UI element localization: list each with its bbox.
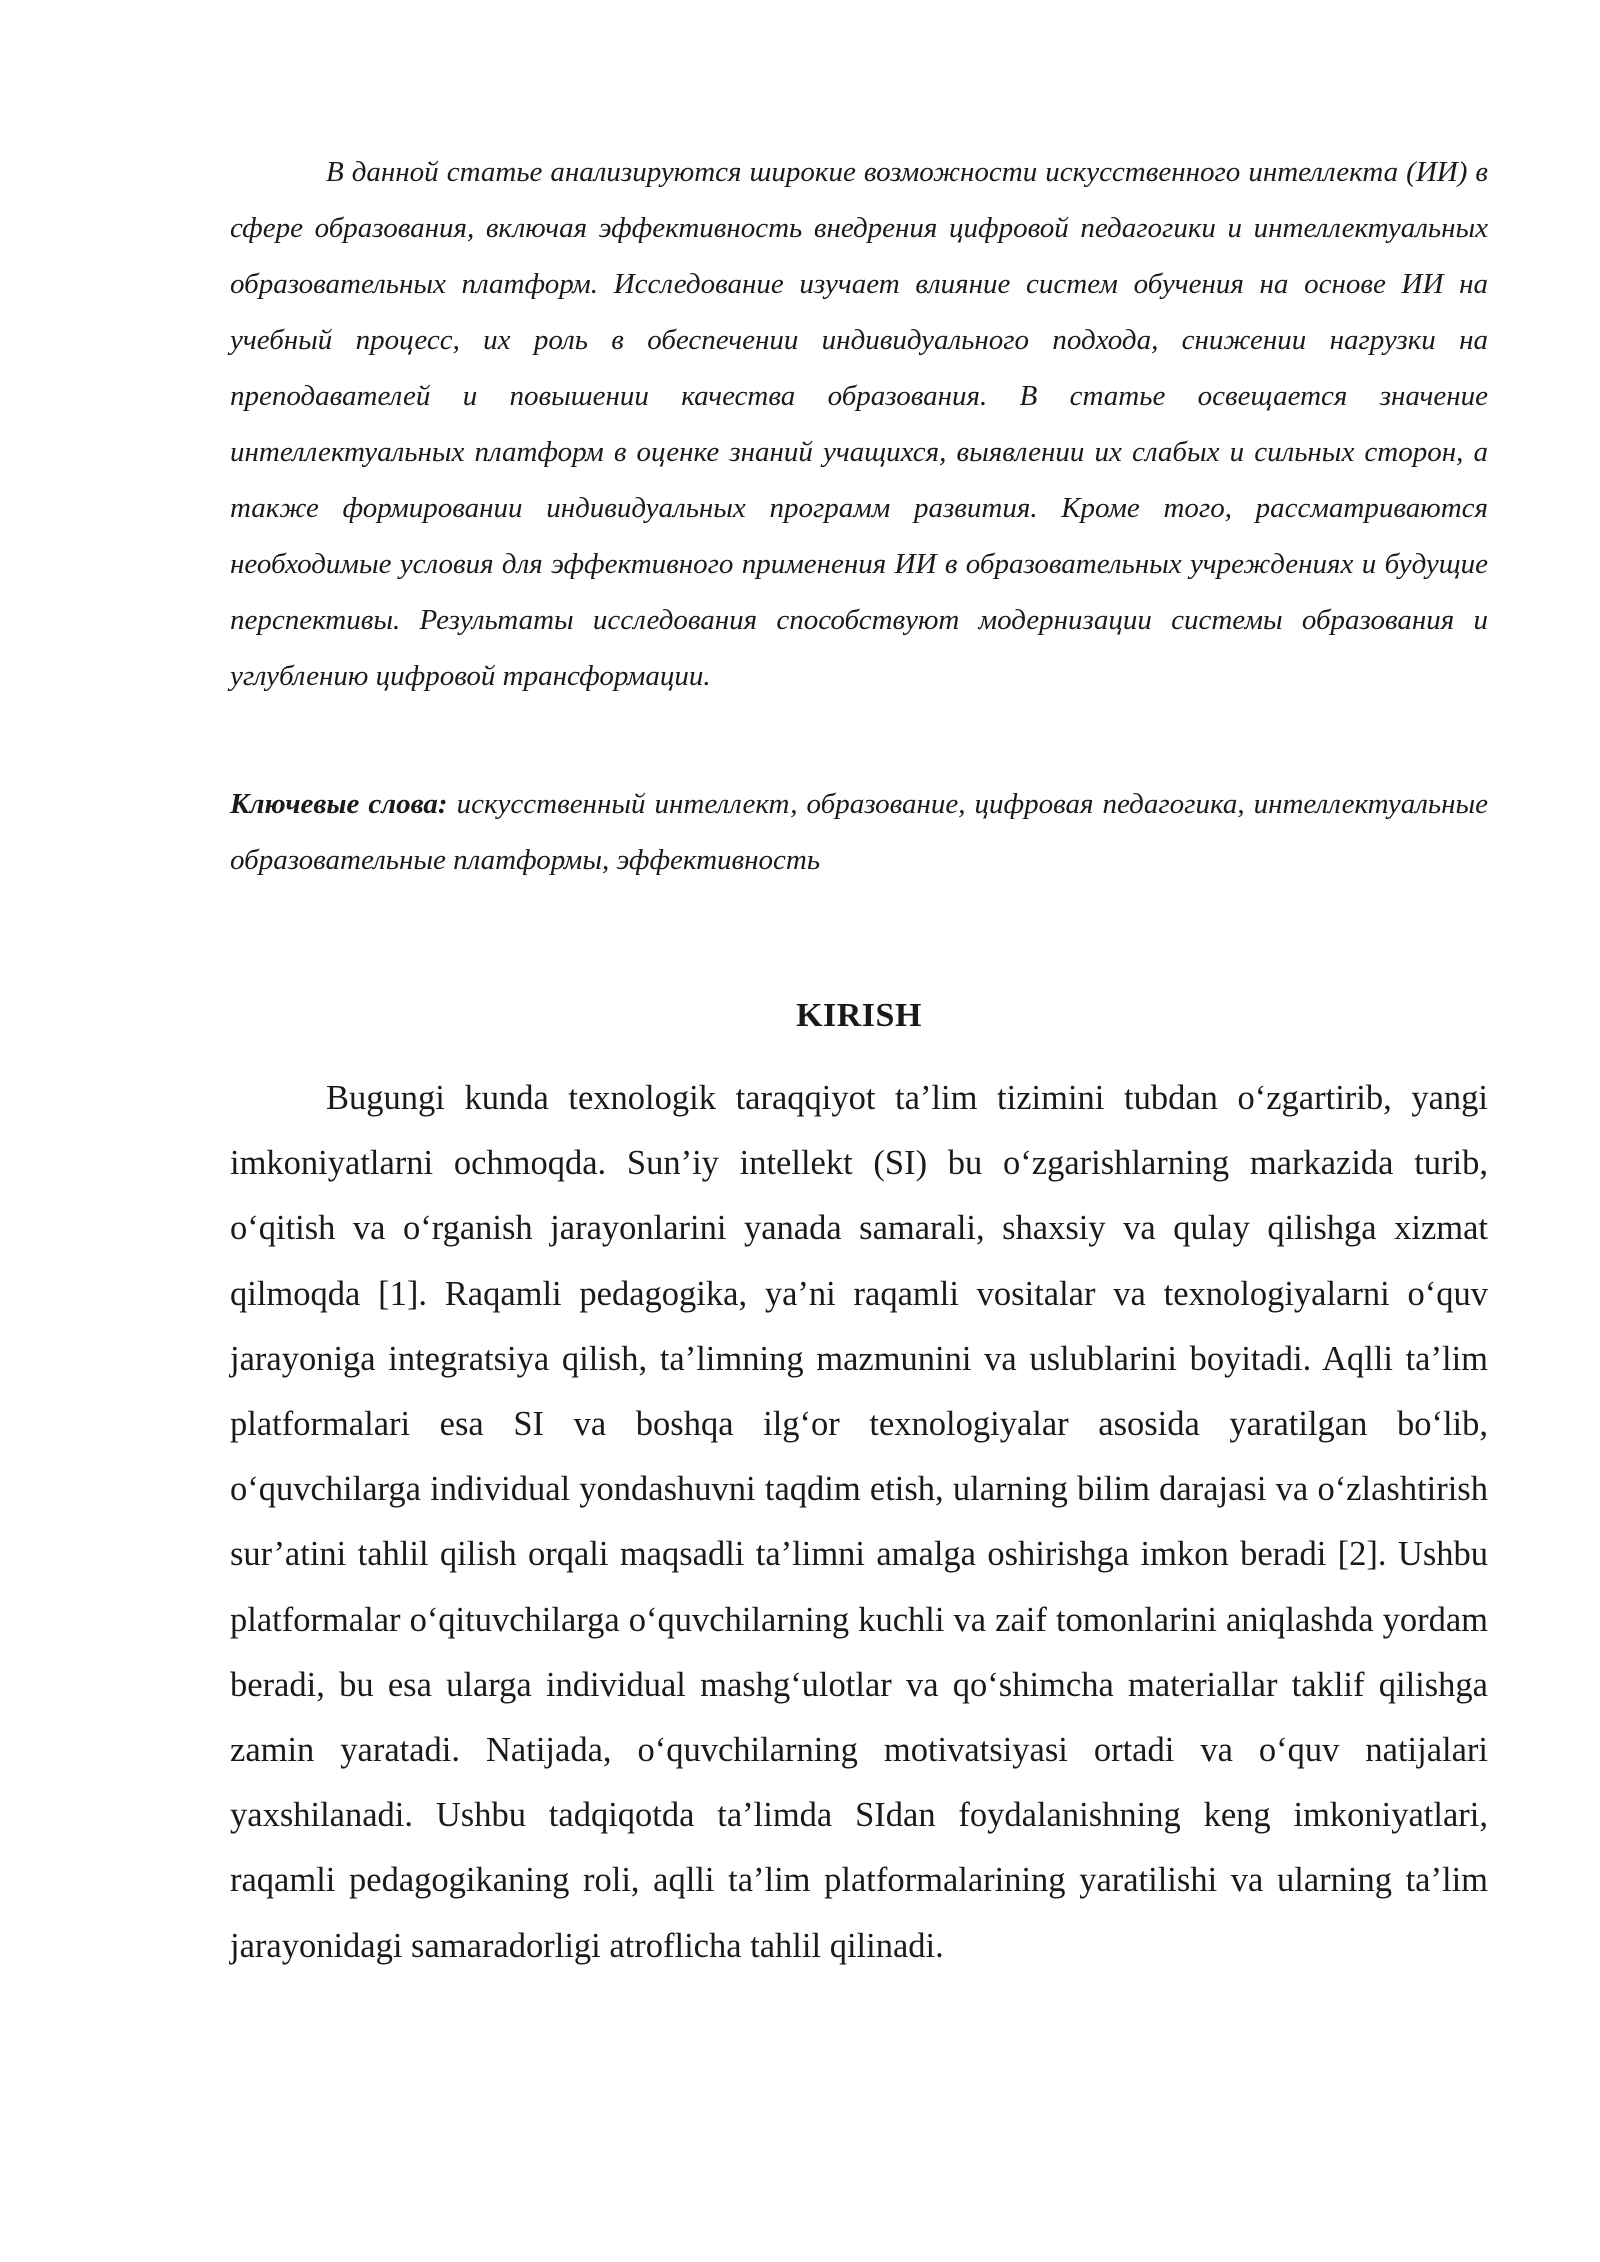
keywords-label: Ключевые слова: bbox=[230, 788, 448, 820]
body-paragraph: Bugungi kunda texnologik taraqqiyot ta’lim tizimini tubdan o‘zgartirib, yangi imkoniyatlarni ochmoqda. Sun’iy intellekt (SI) bu o‘zgarishlarning markazida turib, o‘qitish va o‘rganish jarayonlarini yanada samarali, shaxsiy va qulay qilishga xizmat qilmoqda [1]. Raqamli pedagogika, ya’ni raqamli vositalar va texnologiyalarni o‘quv jarayoniga integratsiya qilish, ta’limning mazmunini va uslublarini boyitadi. Aqlli ta’lim platformalari esa SI va boshqa ilg‘or texnologiyalar asosida yaratilgan bo‘lib, o‘quvchilarga individual yondashuvni taqdim etish, ularning bilim darajasi va o‘zlashtirish sur’atini tahlil qilish orqali maqsadli ta’limni amalga oshirishga imkon beradi [2]. Ushbu platformalar o‘qituvchilarga o‘quvchilarning kuchli va zaif tomonlarini aniqlashda yordam beradi, bu esa ularga individual mashg‘ulotlar va qo‘shimcha materiallar taklif qilishga zamin yaratadi. Natijada, o‘quvchilarning motivatsiyasi ortadi va o‘quv natijalari yaxshilanadi. Ushbu tadqiqotda ta’limda SIdan foydalanishning keng imkoniyatlari, raqamli pedagogikaning roli, aqlli ta’lim platformalarining yaratilishi va ularning ta’lim jarayonidagi samaradorligi atroflicha tahlil qilinadi. bbox=[230, 1079, 1488, 1965]
keywords-text: искусственный интеллект, образование, цифровая педагогика, интеллектуальные образовательные платформы, эффективность bbox=[230, 788, 1488, 876]
section-heading: KIRISH bbox=[796, 997, 922, 1034]
keywords-line bbox=[230, 776, 1488, 888]
abstract-paragraph: В данной статье анализируются широкие возможности искусственного интеллекта (ИИ) в сфере образования, включая эффективность внедрения цифровой педагогики и интеллектуальных образовательных платформ. Исследование изучает влияние систем обучения на основе ИИ на учебный процесс, их роль в обеспечении индивидуального подхода, снижении нагрузки на преподавателей и повышении качества образования. В статье освещается значение интеллектуальных платформ в оценке знаний учащихся, выявлении их слабых и сильных сторон, а также формировании индивидуальных программ развития. Кроме того, рассматриваются необходимые условия для эффективного применения ИИ в образовательных учреждениях и будущие перспективы. Результаты исследования способствуют модернизации системы образования и углублению цифровой трансформации. bbox=[230, 156, 1488, 692]
